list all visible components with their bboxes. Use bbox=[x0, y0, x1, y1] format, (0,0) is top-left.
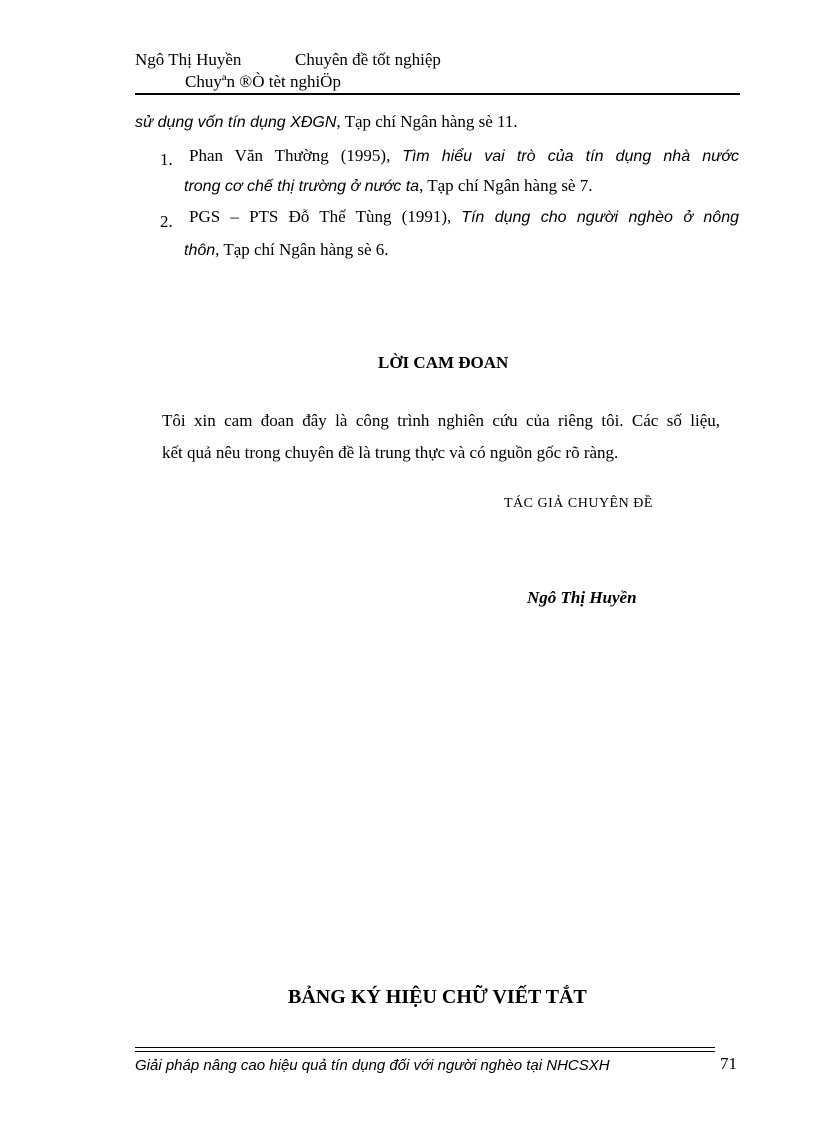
reference-1-italic-line1: Tìm hiểu vai trò của tín dụng nhà nước bbox=[402, 148, 739, 165]
reference-continuation-italic: sử dụng vốn tín dụng XĐGN bbox=[135, 114, 337, 131]
reference-2-line2 bbox=[184, 240, 389, 260]
page-number: 71 bbox=[720, 1054, 737, 1073]
reference-2-prefix: PGS – PTS Đỗ Thế Tùng (1991), bbox=[189, 207, 452, 226]
declaration-line2: kết quả nêu trong chuyên đề là trung thực và có nguồn gốc rõ ràng. bbox=[162, 443, 619, 462]
reference-continuation-tail: , Tạp chí Ngân hàng sè 11. bbox=[336, 112, 518, 131]
header-doc-type: Chuyên đề tốt nghiệp bbox=[295, 50, 441, 69]
signature-name: Ngô Thị Huyền bbox=[527, 588, 637, 607]
header-author: Ngô Thị Huyền bbox=[135, 50, 242, 69]
reference-2-number: 2. bbox=[160, 212, 173, 231]
signature-label: TÁC GIẢ CHUYÊN ĐỀ bbox=[504, 496, 653, 511]
reference-2-italic-line1: Tín dụng cho người nghèo ở nông bbox=[461, 209, 739, 226]
reference-1-italic-line2: trong cơ chế thị trường ở nước ta bbox=[184, 178, 420, 195]
header-rule bbox=[135, 93, 740, 95]
reference-continuation bbox=[135, 112, 518, 132]
reference-2-tail: , Tạp chí Ngân hàng sè 6. bbox=[215, 240, 389, 259]
footer-rule-bottom bbox=[135, 1051, 715, 1052]
footer-rule-top bbox=[135, 1047, 715, 1048]
reference-2-italic-line2: thôn bbox=[184, 242, 216, 259]
header-doc-type-garbled: Chuyªn ®Ò tèt nghiÖp bbox=[185, 72, 341, 91]
reference-1-number: 1. bbox=[160, 150, 173, 169]
abbreviations-title: BẢNG KÝ HIỆU CHỮ VIẾT TẮT bbox=[288, 986, 587, 1008]
declaration-title: LỜI CAM ĐOAN bbox=[378, 353, 509, 372]
footer-text: Giải pháp nâng cao hiệu quả tín dụng đối với người nghèo tại NHCSXH bbox=[135, 1057, 610, 1074]
reference-1-line2 bbox=[184, 176, 592, 196]
reference-1-prefix: Phan Văn Thường (1995), bbox=[189, 146, 391, 165]
reference-2-line1 bbox=[189, 207, 739, 227]
declaration-line1: Tôi xin cam đoan đây là công trình nghiên cứu của riêng tôi. Các số liệu, bbox=[162, 411, 720, 430]
reference-1-line1 bbox=[189, 146, 739, 166]
reference-1-tail: , Tạp chí Ngân hàng sè 7. bbox=[419, 176, 593, 195]
